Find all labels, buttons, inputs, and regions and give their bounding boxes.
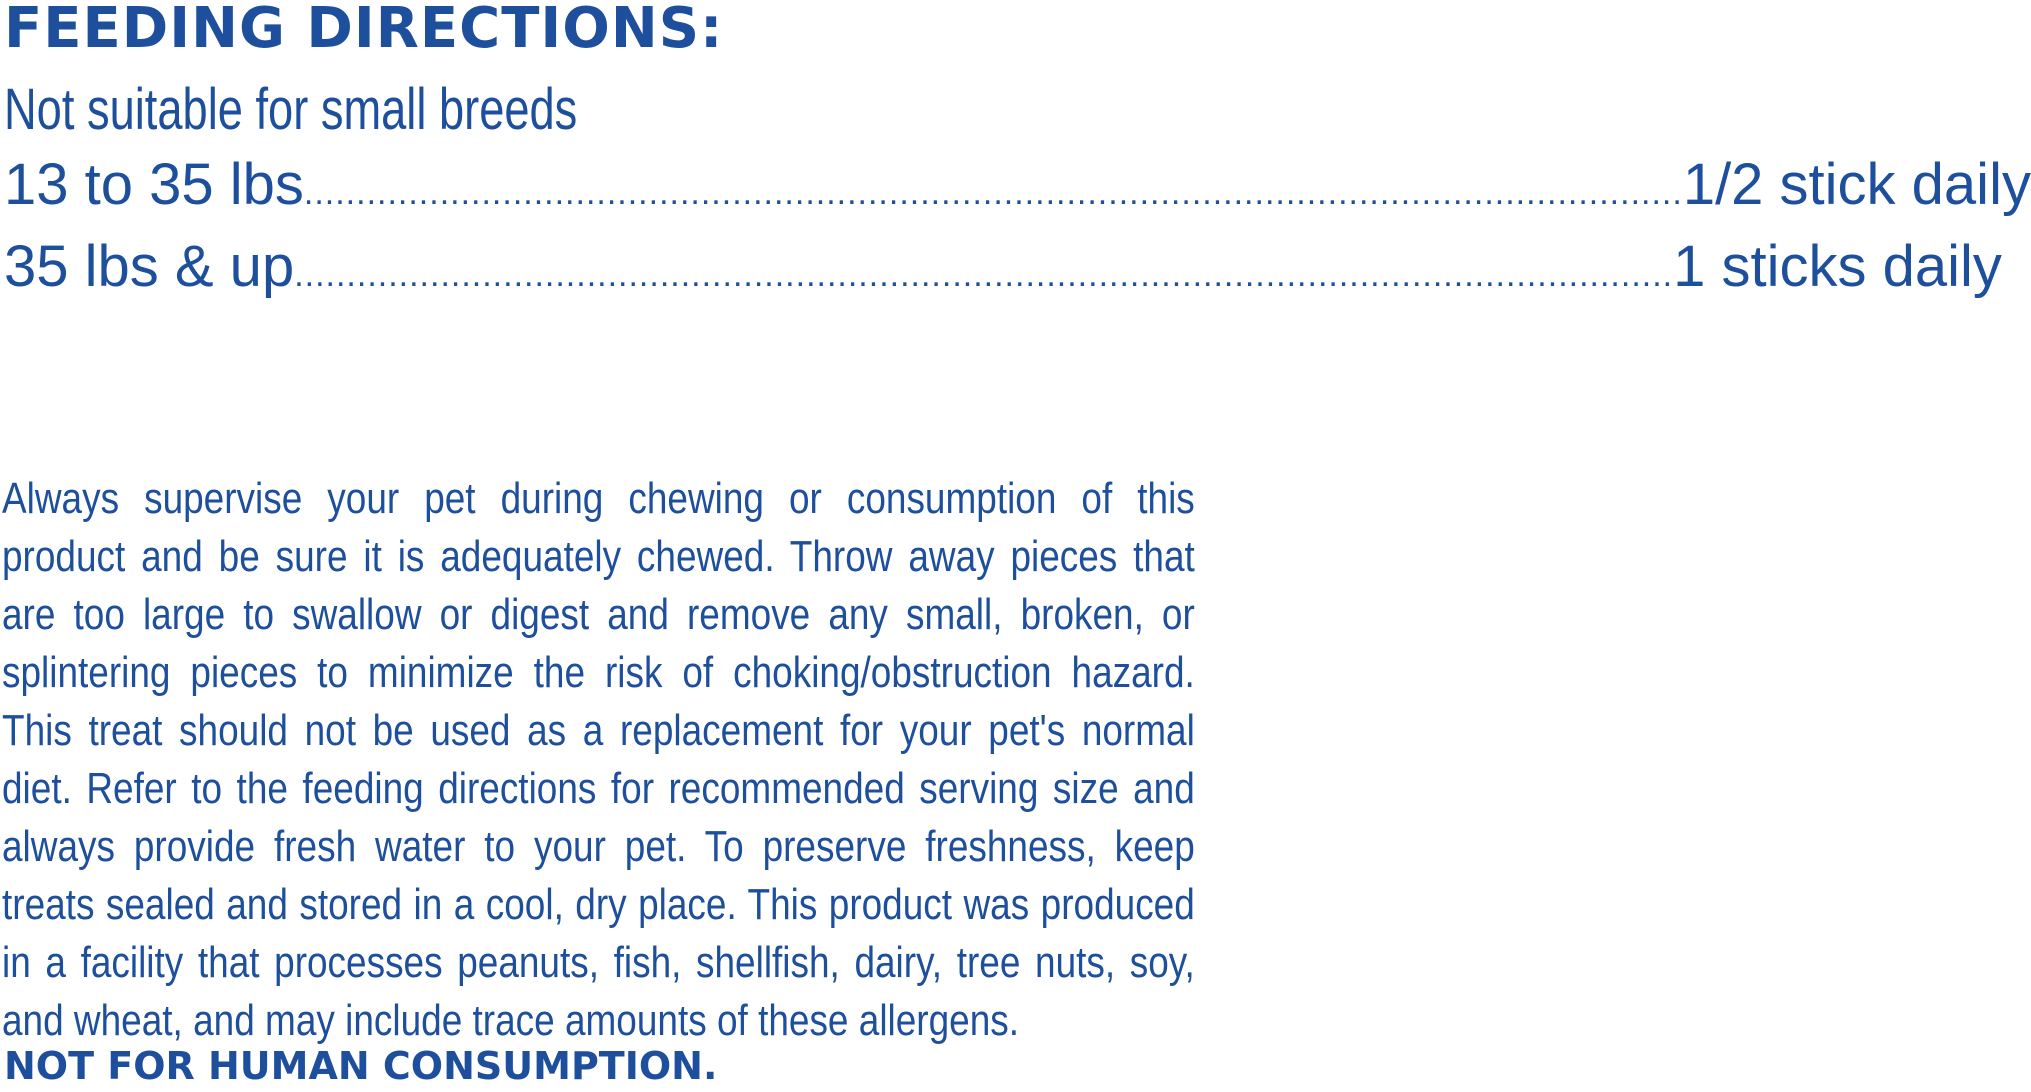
dot-leader: .................................................................................................................................... (303, 174, 1683, 212)
dosage-amount: 1 sticks daily (1673, 234, 2002, 299)
safety-warning-paragraph: Always supervise your pet during chewing or consumption of this product and be sure it is adequately chewed. Throw away pieces that are too large to swallow or digest and remove any small, broken, or splintering pieces to minimize the risk of choking/obstruction hazard. This treat should not be used as a replacement for your pet's normal diet. Refer to the feeding directions for recommended serving size and always provide fresh water to your pet. To preserve freshness, keep treats sealed and stored in a cool, dry place. This product was produced in a facility that processes peanuts, fish, shellfish, dairy, tree nuts, soy, and wheat, and may include trace amounts of these allergens. (2, 474, 1195, 1045)
human-consumption-warning: NOT FOR HUMAN CONSUMPTION. (4, 1044, 718, 1088)
dosage-amount: 1/2 stick daily (1682, 152, 2031, 217)
dosage-weight: 35 lbs & up (4, 234, 295, 299)
dosage-weight: 13 to 35 lbs (4, 152, 304, 217)
breed-note: Not suitable for small breeds (4, 77, 578, 142)
feeding-directions-heading: FEEDING DIRECTIONS: (4, 0, 724, 61)
dosage-row (4, 150, 2031, 220)
dot-leader: .................................................................................................................................... (294, 256, 1674, 294)
dosage-row (4, 232, 2002, 302)
